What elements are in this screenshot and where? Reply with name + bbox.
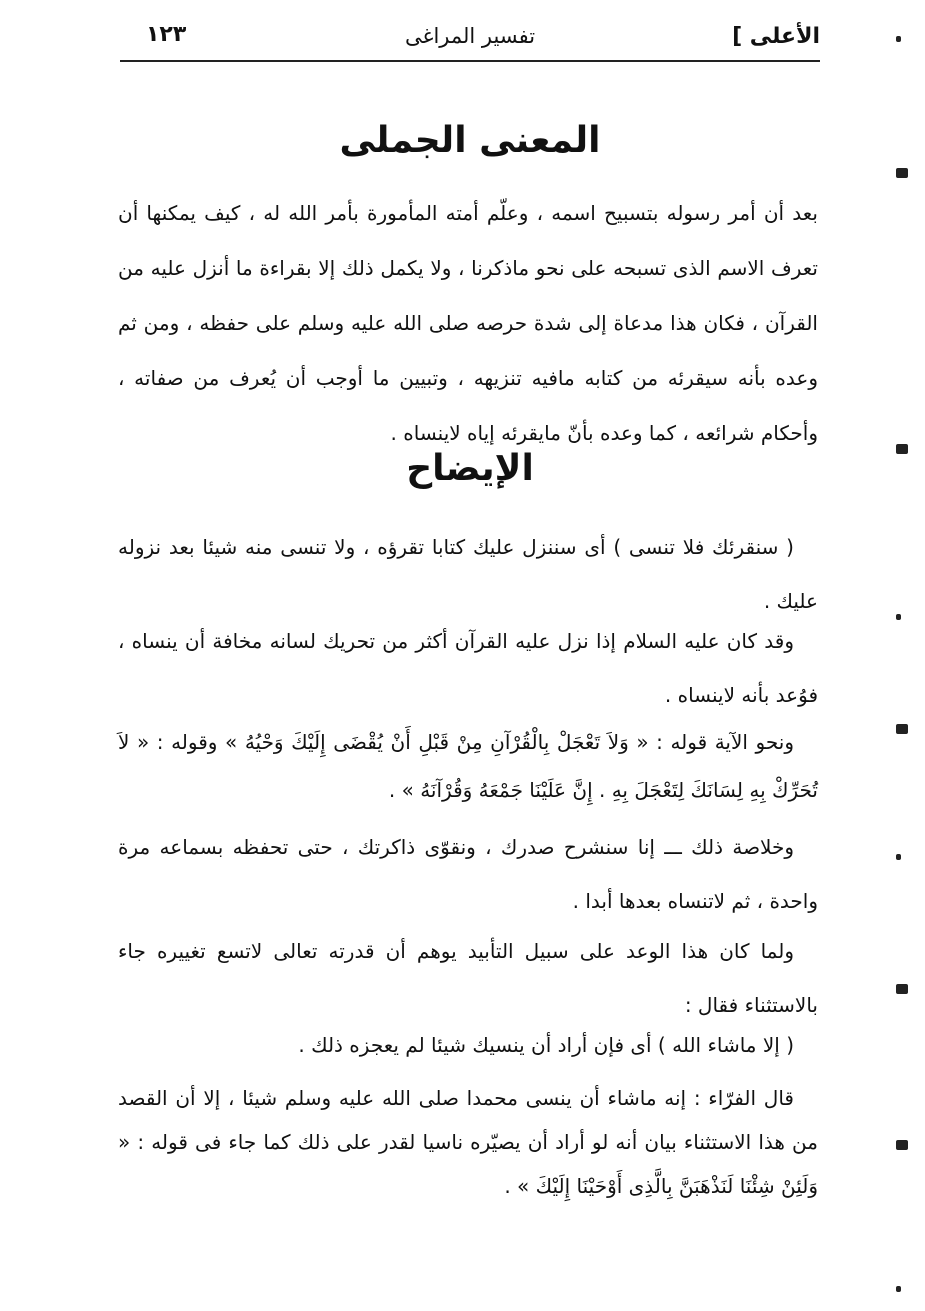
summary-paragraph: بعد أن أمر رسوله بتسبيح اسمه ، وعلّم أمته المأمورة بأمر الله له ، كيف يمكنها أن تعرف الاسم الذى تسبحه على نحو ماذكرنا ، ولا يكمل ذلك إلا بقراءة ما أنزل عليه من القرآن ، فكان هذا مدعاة إلى شدة حرصه صلى الله عليه وسلم على حفظه ، ومن ثم وعده بأنه سيقرئه من كتابه مافيه تنزيهه ، وتبيين ما أوجب أن يُعرف من صفاته ، وأحكام شرائعه ، كما وعده بأنّ مايقرئه إياه لاينساه . bbox=[118, 201, 818, 445]
margin-mark bbox=[896, 614, 901, 620]
margin-mark bbox=[896, 168, 908, 178]
margin-mark bbox=[896, 854, 901, 860]
paragraph-1: ( سنقرئك فلا تنسى ) أى سننزل عليك كتابا تقرؤه ، ولا تنسى منه شيئا بعد نزوله عليك . bbox=[118, 535, 818, 613]
margin-mark bbox=[896, 36, 901, 42]
paragraph-5: ولما كان هذا الوعد على سبيل التأبيد يوهم أن قدرته تعالى لاتسع تغييره جاء بالاستثناء فقال : bbox=[118, 939, 818, 1017]
margin-mark bbox=[896, 1286, 901, 1292]
paragraph-6: ( إلا ماشاء الله ) أى فإن أراد أن ينسيك شيئا لم يعجزه ذلك . bbox=[298, 1033, 794, 1057]
header-rule bbox=[120, 60, 820, 62]
paragraph-4: وخلاصة ذلك ـــ إنا سنشرح صدرك ، ونقوّى ذاكرتك ، حتى تحفظه بسماعه مرة واحدة ، ثم لاتنساه بعدها أبدا . bbox=[118, 835, 818, 913]
margin-mark bbox=[896, 444, 908, 454]
summary-heading: المعنى الجملى bbox=[339, 120, 601, 161]
paragraph-3: ونحو الآية قوله : « وَلاَ تَعْجَلْ بِالْقُرْآنِ مِنْ قَبْلِ أَنْ يُقْضَى إِلَيْكَ وَحْيُهُ » وقوله : « لاَ تُحَرِّكْ بِهِ لِسَانَكَ لِتَعْجَلَ بِهِ . إِنَّ عَلَيْنَا جَمْعَهُ وَقُرْآنَهُ » . bbox=[118, 730, 818, 802]
page-number: ١٢٣ bbox=[146, 22, 187, 47]
page-header bbox=[120, 16, 820, 62]
book-title: تفسير المراغى bbox=[404, 24, 536, 48]
margin-mark bbox=[896, 984, 908, 994]
surah-title: الأعلى ] bbox=[732, 24, 820, 49]
margin-mark bbox=[896, 724, 908, 734]
explanation-heading: الإيضاح bbox=[406, 448, 534, 489]
margin-mark bbox=[896, 1140, 908, 1150]
paragraph-7: قال الفرّاء : إنه ماشاء أن ينسى محمدا صلى الله عليه وسلم شيئا ، إلا أن القصد من هذا الاستثناء بيان أنه لو أراد أن يصيّره ناسيا لقدر على ذلك كما جاء فى قوله : « وَلَئِنْ شِئْنَا لَنَذْهَبَنَّ بِالَّذِى أَوْحَيْنَا إِلَيْكَ » . bbox=[118, 1086, 818, 1198]
paragraph-2: وقد كان عليه السلام إذا نزل عليه القرآن أكثر من تحريك لسانه مخافة أن ينساه ، فوُعد بأنه لاينساه . bbox=[118, 629, 818, 707]
